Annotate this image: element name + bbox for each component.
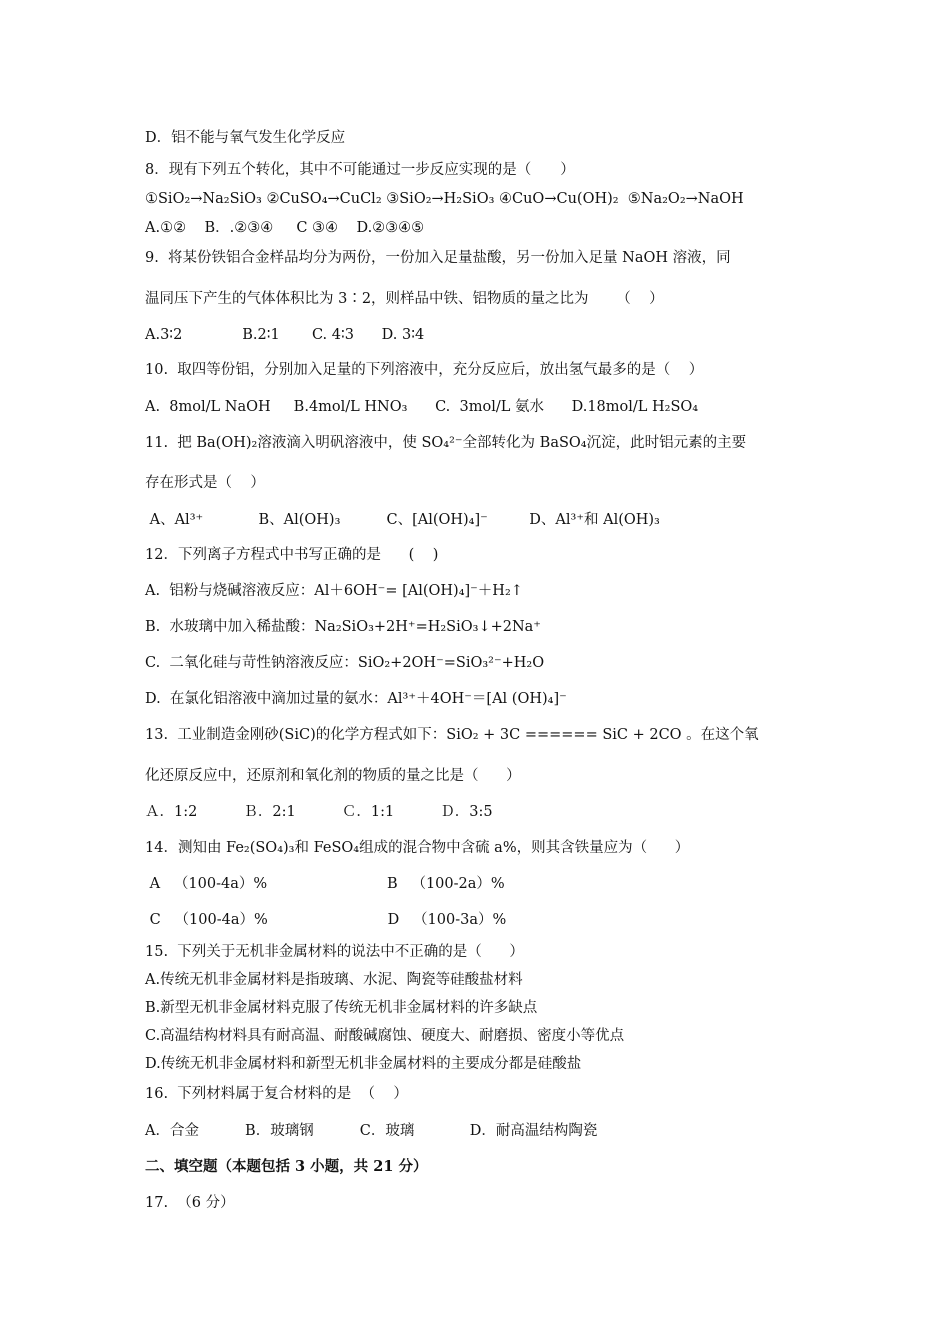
q13-options: Ａ．1:2 Ｂ．2:1 Ｃ．1:1 Ｄ．3:5	[145, 804, 493, 820]
q9-options: A.3∶2 B.2∶1 C. 4∶3 D. 3∶4	[145, 327, 425, 343]
q10-options: A. 8mol/L NaOH B.4mol/L HNO₃ C. 3mol/L 氨水 D.18mol/L H₂SO₄	[145, 399, 699, 415]
q8-stem: 8．现有下列五个转化，其中不可能通过一步反应实现的是（ ）	[145, 162, 575, 178]
q12-option-b: B. 水玻璃中加入稀盐酸：Na₂SiO₃+2H⁺=H₂SiO₃↓+2Na⁺	[145, 619, 541, 635]
q12-option-d: D. 在氯化铝溶液中滴加过量的氨水：Al³⁺＋4OH⁻＝[Al (OH)₄]⁻	[145, 691, 567, 707]
q9-stem-line1: 9. 将某份铁铝合金样品均分为两份，一份加入足量盐酸，另一份加入足量 NaOH 溶液，同	[145, 250, 731, 266]
q16-options: A．合金 B．玻璃钢 C．玻璃 D．耐高温结构陶瓷	[145, 1123, 598, 1139]
section-fill-in-heading: 二、填空题（本题包括 3 小题，共 21 分）	[145, 1158, 428, 1175]
q15-option-a: A.传统无机非金属材料是指玻璃、水泥、陶瓷等硅酸盐材料	[145, 972, 523, 988]
q11-stem-line1: 11. 把 Ba(OH)₂溶液滴入明矾溶液中，使 SO₄²⁻全部转化为 BaSO₄沉淀，此时铝元素的主要	[145, 435, 747, 451]
q12-option-a: A. 铝粉与烧碱溶液反应：Al＋6OH⁻= [Al(OH)₄]⁻＋H₂↑	[145, 583, 523, 599]
q15-option-d: D.传统无机非金属材料和新型无机非金属材料的主要成分都是硅酸盐	[145, 1056, 582, 1072]
q14-options-cd: C （100-4a）% D （100-3a）%	[145, 912, 507, 928]
q11-stem-line2: 存在形式是（ ）	[145, 475, 265, 491]
q15-option-c: C.高温结构材料具有耐高温、耐酸碱腐蚀、硬度大、耐磨损、密度小等优点	[145, 1028, 625, 1044]
q11-options: A、Al³⁺ B、Al(OH)₃ C、[Al(OH)₄]⁻ D、Al³⁺和 Al(OH)₃	[145, 512, 660, 528]
q14-stem: 14．测知由 Fe₂(SO₄)₃和 FeSO₄组成的混合物中含硫 a%，则其含铁量应为（ ）	[145, 840, 690, 856]
q12-stem: 12．下列离子方程式中书写正确的是 ( )	[145, 547, 439, 563]
q17-stem: 17. （6 分）	[145, 1195, 235, 1211]
q13-stem-line2: 化还原反应中，还原剂和氧化剂的物质的量之比是（ ）	[145, 768, 521, 784]
q12-option-c: C. 二氧化硅与苛性钠溶液反应：SiO₂+2OH⁻=SiO₃²⁻+H₂O	[145, 655, 545, 671]
q7-option-d: D．铝不能与氧气发生化学反应	[145, 130, 346, 146]
q15-option-b: B.新型无机非金属材料克服了传统无机非金属材料的许多缺点	[145, 1000, 538, 1016]
q14-options-ab: A （100-4a）% B （100-2a）%	[145, 876, 505, 892]
q13-stem-line1: 13. 工业制造金刚砂(SiC)的化学方程式如下：SiO₂ + 3C ====== SiC + 2CO 。在这个氧	[145, 727, 759, 743]
q8-options: A.①② B．.②③④ C ③④ D.②③④⑤	[145, 220, 425, 236]
q9-stem-line2: 温同压下产生的气体体积比为 3∶2，则样品中铁、铝物质的量之比为 （ ）	[145, 291, 664, 307]
q16-stem: 16. 下列材料属于复合材料的是 （ ）	[145, 1086, 408, 1102]
q8-conversions: ①SiO₂→Na₂SiO₃ ②CuSO₄→CuCl₂ ③SiO₂→H₂SiO₃ ④CuO→Cu(OH)₂ ⑤Na₂O₂→NaOH	[145, 191, 744, 207]
q15-stem: 15. 下列关于无机非金属材料的说法中不正确的是（ ）	[145, 944, 524, 960]
q10-stem: 10. 取四等份铝，分别加入足量的下列溶液中，充分反应后，放出氢气最多的是（ ）	[145, 362, 704, 378]
